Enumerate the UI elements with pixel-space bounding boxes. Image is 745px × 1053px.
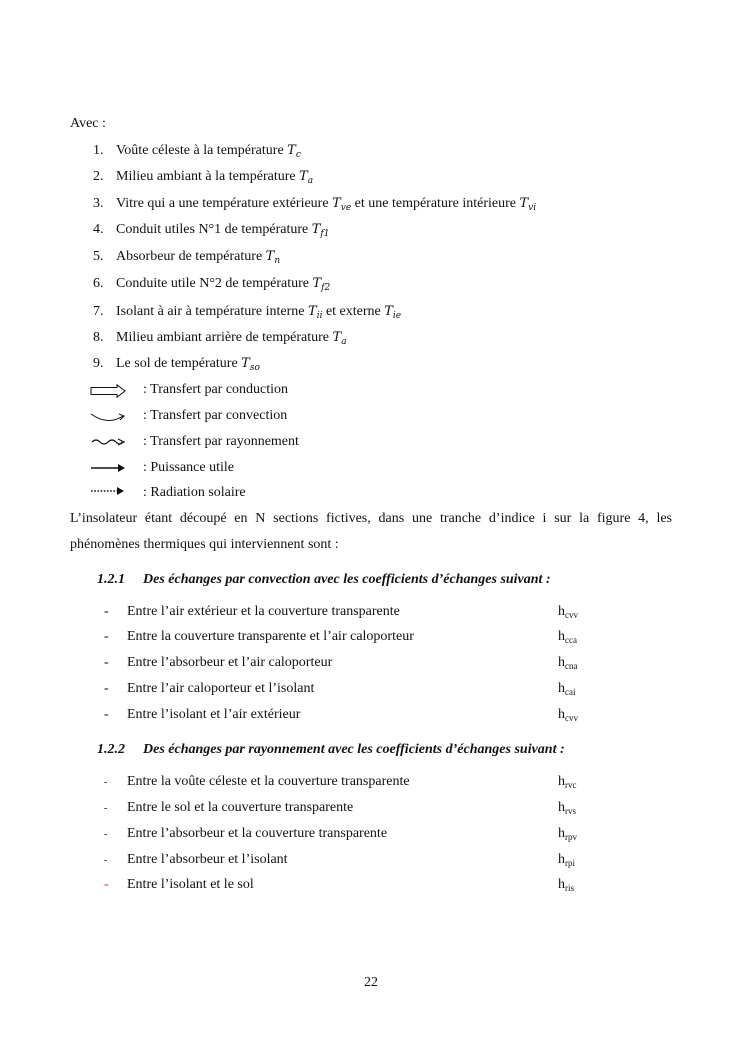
legend-label-conduction: : Transfert par conduction (143, 382, 289, 397)
legend-label-rayonnement: : Transfert par rayonnement (143, 434, 299, 449)
table-row: - Entre l’absorbeur et la couverture transparente $h_{rpv}$ (104, 826, 577, 842)
list-item: 1. Voûte céleste à la température $T_c$ (93, 143, 301, 160)
intro-label: Avec : (70, 116, 106, 131)
table-row: - Entre l’absorbeur et l’isolant $h_{rpi}$ (104, 852, 575, 868)
dotted-arrow-icon (88, 484, 128, 498)
section-heading-rayonnement: 1.2.2 Des échanges par rayonnement avec les coefficients d’échanges suivant : (97, 742, 565, 757)
list-item: 4. Conduit utiles N°1 de température $T_{f1}$ (93, 222, 330, 239)
page-number: 22 (364, 975, 378, 990)
table-row: - Entre l’air extérieur et la couverture transparente $h_{cvv}$ (104, 604, 578, 620)
table-row: - Entre le sol et la couverture transparente $h_{rvs}$ (104, 800, 576, 816)
legend-label-radiation: : Radiation solaire (143, 485, 246, 500)
table-row: - Entre la voûte céleste et la couverture transparente $h_{rvc}$ (104, 774, 577, 790)
list-item: 9. Le sol de température $T_{so}$ (93, 356, 260, 373)
solid-arrow-icon (88, 461, 128, 475)
legend-label-puissance: : Puissance utile (143, 460, 234, 475)
list-item: 3. Vitre qui a une température extérieure $T_{ve}$ et une température intérieure $T_{vi}$ (93, 196, 537, 213)
table-row: - Entre l’isolant et l’air extérieur $h_{cvv}$ (104, 707, 578, 723)
legend-label-convection: : Transfert par convection (143, 408, 288, 423)
list-item: 6. Conduite utile N°2 de température $T_{f2}$ (93, 276, 331, 293)
body-paragraph: L’insolateur étant découpé en N sections fictives, dans une tranche d’indice i sur la figure 4, les phénomènes thermiques qui interviennent sont : (70, 511, 672, 552)
table-row: - Entre l’absorbeur et l’air caloporteur $h_{cna}$ (104, 655, 578, 671)
table-row: - Entre l’air caloporteur et l’isolant $h_{cai}$ (104, 681, 576, 697)
hollow-arrow-icon (88, 384, 128, 398)
list-item: 5. Absorbeur de température $T_n$ (93, 249, 281, 266)
section-heading-convection: 1.2.1 Des échanges par convection avec les coefficients d’échanges suivant : (97, 572, 551, 587)
wavy-arrow-icon (88, 435, 128, 449)
curved-arrow-icon (88, 410, 128, 424)
list-item: 2. Milieu ambiant à la température $T_a$ (93, 169, 314, 186)
list-item: 8. Milieu ambiant arrière de température $T_a$ (93, 330, 347, 347)
table-row: - Entre l’isolant et le sol $h_{ris}$ (104, 877, 574, 893)
list-item: 7. Isolant à air à température interne $T_{ii}$ et externe $T_{ie}$ (93, 304, 402, 321)
table-row: - Entre la couverture transparente et l’air caloporteur $h_{cca}$ (104, 629, 577, 645)
